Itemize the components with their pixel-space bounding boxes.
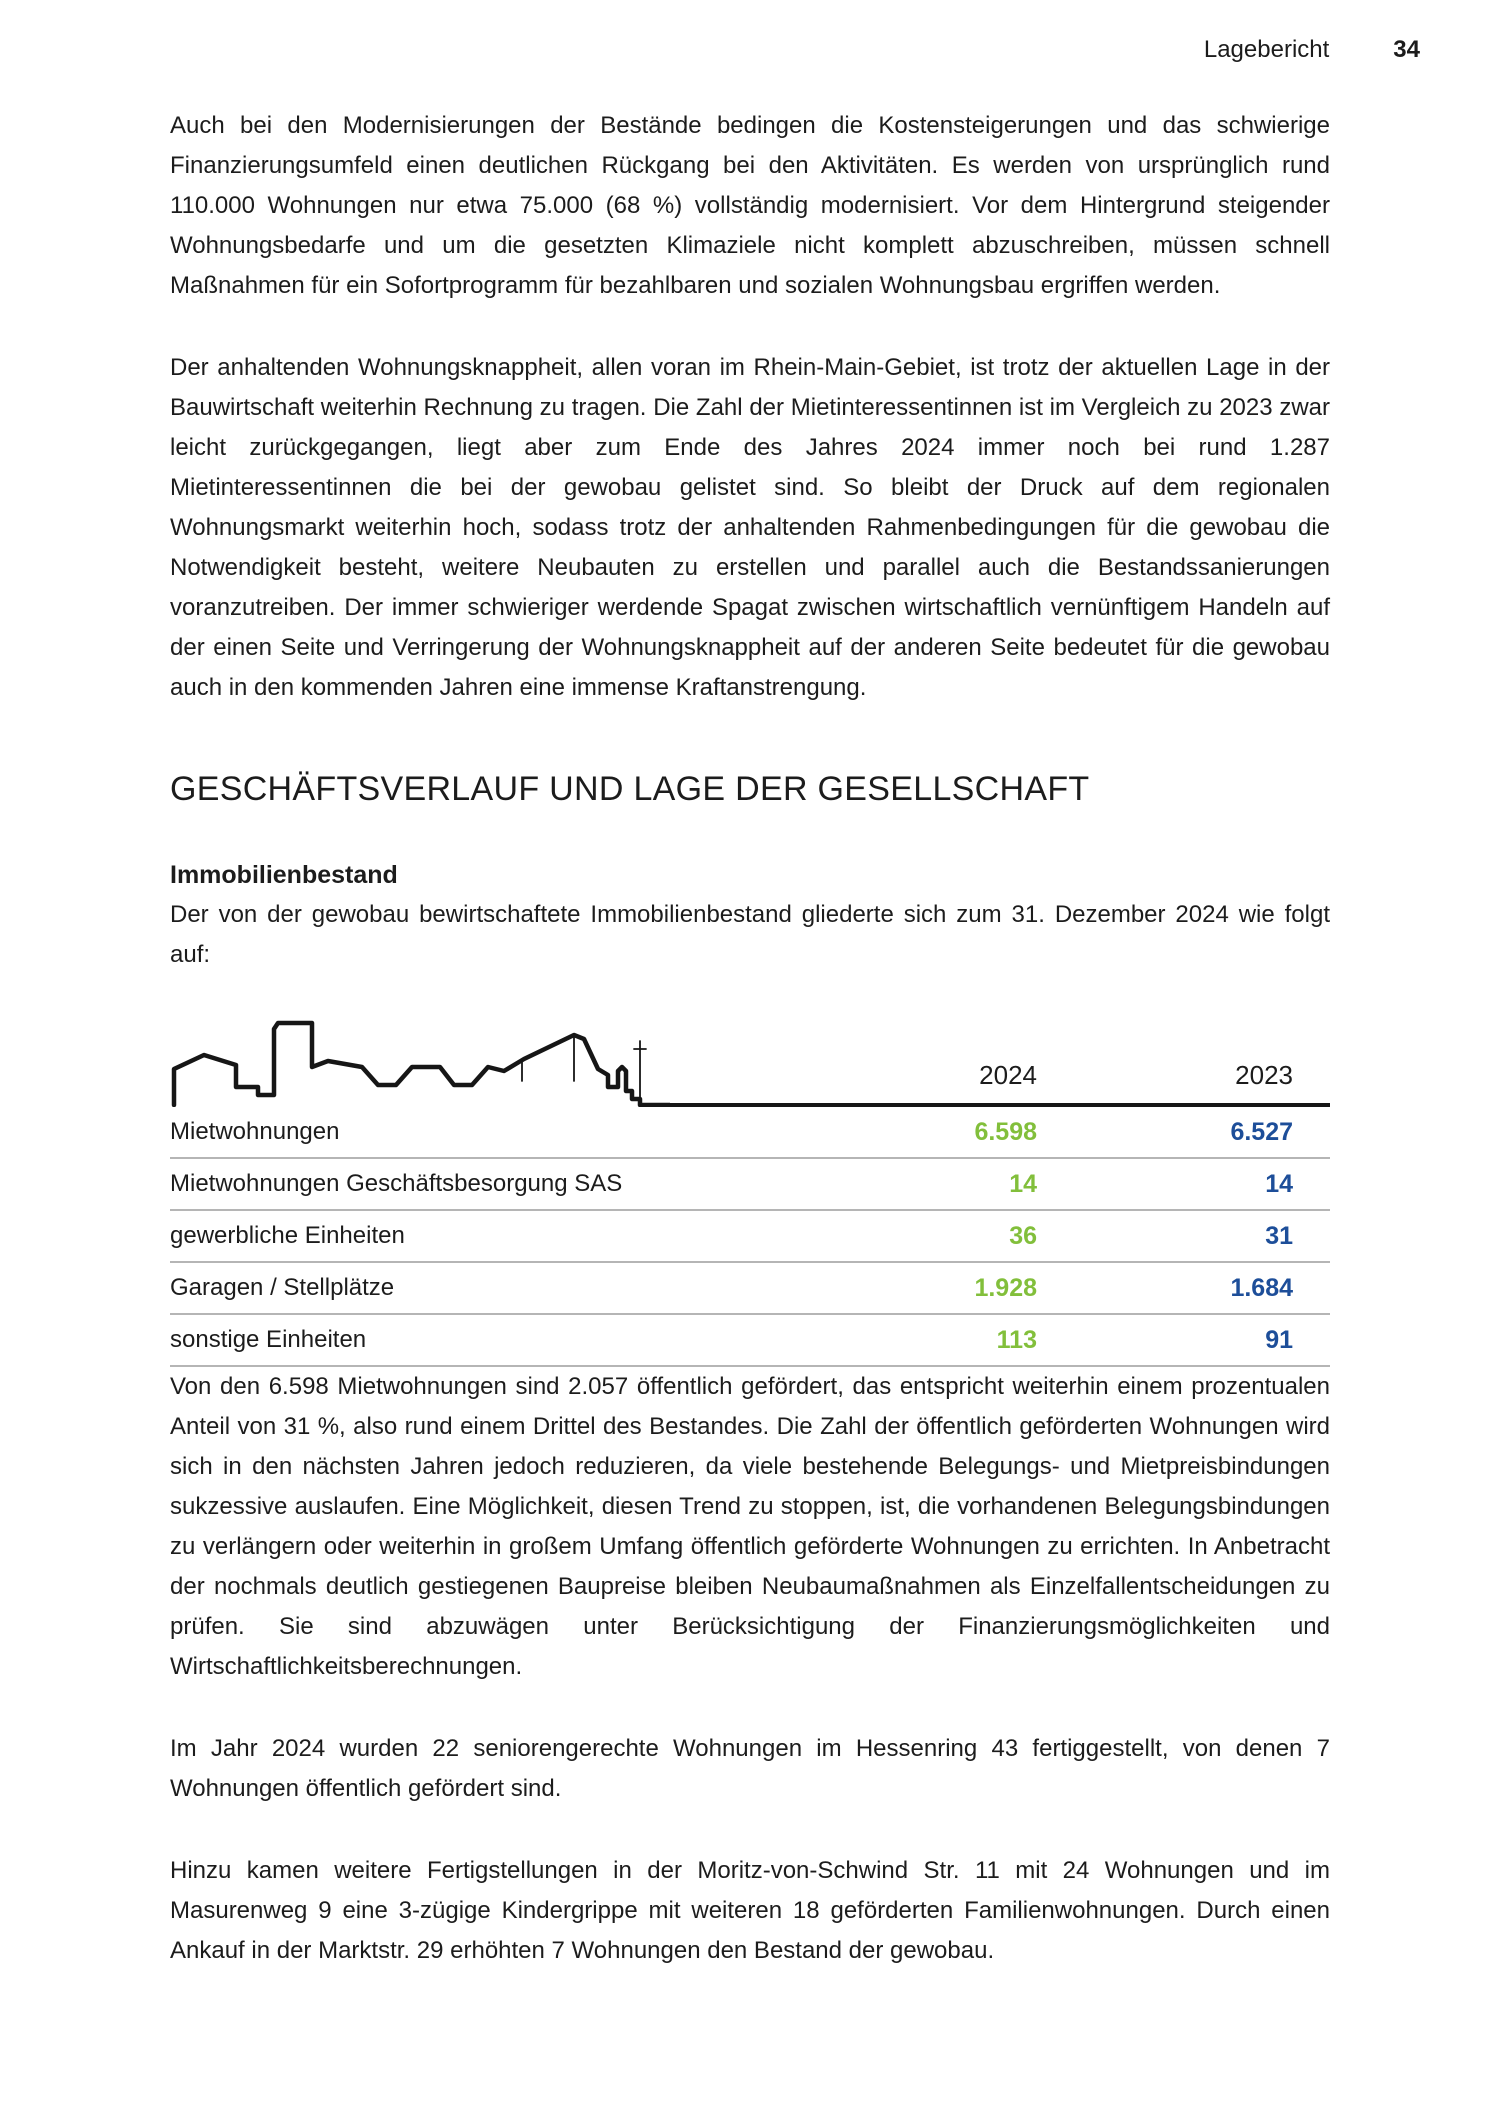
- column-header-2023: 2023: [1235, 1060, 1293, 1090]
- paragraph-wohnungsknappheit: Der anhaltenden Wohnungsknappheit, allen voran im Rhein-Main-Gebiet, ist trotz der aktuellen Lage in der Bauwirtschaft weiterhin Rechnung zu tragen. Die Zahl der Mietinteressentinnen ist im Vergleich zu 2023 zwar leicht zurückgegangen, liegt aber zum Ende des Jahres 2024 immer noch bei rund 1.287 Mietinteressentinnen die bei der gewobau gelistet sind. So bleibt der Druck auf dem regionalen Wohnungsmarkt weiterhin hoch, sodass trotz der anhaltenden Rahmenbedingungen für die gewobau die Notwendigkeit besteht, weitere Neubauten zu erstellen und parallel auch die Bestandssanierungen voranzutreiben. Der immer schwieriger werdende Spagat zwischen wirtschaftlich vernünftigem Handeln auf der einen Seite und Verringerung der Wohnungsknappheit auf der anderen Seite bedeutet für die gewobau auch in den kommenden Jahren eine immense Kraftanstrengung.: [170, 354, 1330, 701]
- row-value-2024: 36: [1009, 1221, 1037, 1250]
- table-row: [170, 1159, 1330, 1211]
- paragraph-fertigstellungen: Hinzu kamen weitere Fertigstellungen in der Moritz-von-Schwind Str. 11 mit 24 Wohnungen und im Masurenweg 9 eine 3-zügige Kindergrippe mit weiteren 18 geförderten Familienwohnungen. Durch einen Ankauf in der Marktstr. 29 erhöhten 7 Wohnungen den Bestand der gewobau.: [170, 1857, 1330, 1964]
- table-intro-text: Der von der gewobau bewirtschaftete Immobilienbestand gliederte sich zum 31. Dezember 2024 wie folgt auf:: [170, 901, 1330, 968]
- row-label: gewerbliche Einheiten: [170, 1222, 405, 1249]
- row-value-2024: 113: [996, 1325, 1037, 1354]
- page-content: [170, 106, 1330, 2013]
- row-value-2023: 14: [1265, 1169, 1293, 1198]
- table-row: [170, 1263, 1330, 1315]
- column-header-2024: 2024: [979, 1060, 1037, 1090]
- row-value-2024: 14: [1009, 1169, 1037, 1198]
- row-label: Garagen / Stellplätze: [170, 1274, 395, 1301]
- paragraph-modernisierung: Auch bei den Modernisierungen der Bestände bedingen die Kostensteigerungen und das schwierige Finanzierungsumfeld einen deutlichen Rückgang bei den Aktivitäten. Es werden von ursprünglich rund 110.000 Wohnungen nur etwa 75.000 (68 %) vollständig modernisiert. Vor dem Hintergrund steigender Wohnungsbedarfe und um die gesetzten Klimaziele nicht komplett abzuschreiben, müssen schnell Maßnahmen für ein Sofortprogramm für bezahlbaren und sozialen Wohnungsbau ergriffen werden.: [170, 112, 1330, 299]
- row-value-2024: 6.598: [974, 1117, 1037, 1146]
- skyline-icon: [170, 1007, 670, 1107]
- paragraph-hessenring: Im Jahr 2024 wurden 22 seniorengerechte Wohnungen im Hessenring 43 fertiggestellt, von denen 7 Wohnungen öffentlich gefördert sind.: [170, 1735, 1330, 1802]
- table-row: [170, 1315, 1330, 1367]
- header-section-label: Lagebericht: [1203, 36, 1330, 63]
- immobilienbestand-table: [170, 1005, 1330, 1367]
- row-value-2024: 1.928: [974, 1273, 1037, 1302]
- page-number: 34: [1393, 36, 1420, 63]
- table-row: [170, 1211, 1330, 1263]
- paragraph-gefoerderte-wohnungen: Von den 6.598 Mietwohnungen sind 2.057 öffentlich gefördert, das entspricht weiterhin einem prozentualen Anteil von 31 %, also rund einem Drittel des Bestandes. Die Zahl der öffentlich geförderten Wohnungen wird sich in den nächsten Jahren jedoch reduzieren, da viele bestehende Belegungs- und Mietpreisbindungen sukzessive auslaufen. Eine Möglichkeit, diesen Trend zu stoppen, ist, die vorhandenen Belegungsbindungen zu verlängern oder weiterhin in großem Umfang öffentlich geförderte Wohnungen zu errichten. In Anbetracht der nochmals deutlich gestiegenen Baupreise bleiben Neubaumaßnahmen als Einzelfallentscheidungen zu prüfen. Sie sind abzuwägen unter Berücksichtigung der Finanzierungsmöglichkeiten und Wirtschaftlichkeitsberechnungen.: [170, 1373, 1330, 1680]
- row-value-2023: 6.527: [1230, 1117, 1293, 1146]
- section-heading: GESCHÄFTSVERLAUF UND LAGE DER GESELLSCHAFT: [170, 770, 1090, 808]
- row-value-2023: 31: [1265, 1221, 1293, 1250]
- row-value-2023: 1.684: [1230, 1273, 1293, 1302]
- subsection-heading: Immobilienbestand: [170, 861, 398, 889]
- row-label: Mietwohnungen Geschäftsbesorgung SAS: [170, 1170, 623, 1197]
- row-value-2023: 91: [1265, 1325, 1293, 1354]
- table-row: [170, 1107, 1330, 1159]
- row-label: sonstige Einheiten: [170, 1326, 367, 1353]
- table-header-row: [170, 1005, 1330, 1103]
- row-label: Mietwohnungen: [170, 1118, 340, 1145]
- page-header: [1204, 36, 1420, 64]
